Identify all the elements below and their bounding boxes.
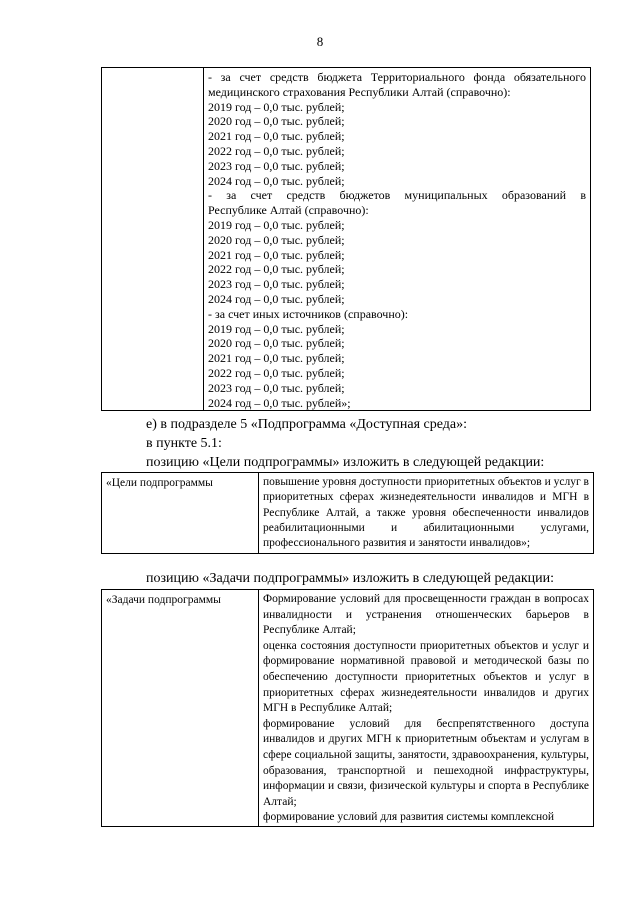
funding-sources-table (101, 67, 591, 411)
table-row (102, 68, 591, 411)
text-line: 2022 год – 0,0 тыс. рублей; (208, 262, 345, 277)
table-row (102, 473, 594, 554)
text-line: 2022 год – 0,0 тыс. рублей; (208, 143, 345, 158)
empty-label-cell (102, 68, 204, 411)
text-line: 2024 год – 0,0 тыс. рублей; (208, 173, 345, 188)
text-line: 2021 год – 0,0 тыс. рублей; (208, 247, 345, 262)
task-item: оценка состояния доступности приоритетных объектов и услуг и формирование нормативной правовой и методической базы по обеспечению доступности приоритетных объектов и услуг в приоритетных сферах жизнедеятельности инвалидов и других МГН в Республике Алтай; (263, 639, 589, 715)
text-line: 2019 год – 0,0 тыс. рублей; (208, 99, 345, 114)
text-line: Республике Алтай (справочно): (208, 203, 369, 218)
text-line: 2020 год – 0,0 тыс. рублей; (208, 336, 345, 351)
tasks-text-cell (259, 590, 594, 827)
point-paragraph: в пункте 5.1: (146, 436, 222, 451)
tasks-label-cell: «Задачи подпрограммы (102, 590, 259, 827)
goals-table (101, 472, 594, 554)
text-line: 2022 год – 0,0 тыс. рублей; (208, 365, 345, 380)
text-line: 2019 год – 0,0 тыс. рублей; (208, 217, 345, 232)
text-line: - за счет иных источников (справочно): (208, 306, 409, 321)
text-line: 2024 год – 0,0 тыс. рублей; (208, 291, 345, 306)
text-line: медицинского страхования Республики Алтай (справочно): (208, 84, 511, 99)
funding-details-cell (204, 68, 591, 411)
text-line: 2023 год – 0,0 тыс. рублей; (208, 158, 345, 173)
goals-label-cell: «Цели подпрограммы (102, 473, 259, 554)
text-line: - за счет средств бюджета Территориального фонда обязательного (208, 70, 586, 84)
task-item: формирование условий для беспрепятственного доступа инвалидов и других МГН к приоритетным объектам и услугам в сфере социальной защиты, занятости, здравоохранения, культуры, образования, транспортной и пешеходной инфраструктуры, информации и связи, физической культуры и спорта в Республике Алтай; (263, 717, 590, 808)
tasks-intro-paragraph: позицию «Задачи подпрограммы» изложить в следующей редакции: (146, 571, 555, 586)
text-line: 2020 год – 0,0 тыс. рублей; (208, 232, 345, 247)
task-item: формирование условий для развития системы комплексной (263, 811, 555, 824)
text-line: 2021 год – 0,0 тыс. рублей; (208, 351, 345, 366)
goals-intro-paragraph: позицию «Цели подпрограммы» изложить в следующей редакции: (146, 455, 545, 470)
text-line: 2024 год – 0,0 тыс. рублей»; (208, 395, 351, 410)
text-line: 2023 год – 0,0 тыс. рублей; (208, 277, 345, 292)
text-line: 2023 год – 0,0 тыс. рублей; (208, 380, 345, 395)
text-line: 2019 год – 0,0 тыс. рублей; (208, 321, 345, 336)
goals-text-cell: повышение уровня доступности приоритетных объектов и услуг в приоритетных сферах жизнедеятельности инвалидов и МГН в Республике Алтай, а также уровня обеспеченности инвалидов реабилитационными и абилитационными услугами, профессионального развития и занятости инвалидов»; (259, 473, 594, 554)
table-row (102, 590, 594, 827)
text-line: 2020 год – 0,0 тыс. рублей; (208, 114, 345, 129)
text-line: - за счет средств бюджетов муниципальных образований в (208, 188, 586, 203)
page-number: 8 (316, 34, 324, 49)
tasks-table (101, 589, 594, 827)
text-line: 2021 год – 0,0 тыс. рублей; (208, 129, 345, 144)
task-item: Формирование условий для просвещенности граждан в вопросах инвалидности и устранения отношенческих барьеров в Республике Алтай; (263, 593, 589, 637)
subsection-paragraph: е) в подразделе 5 «Подпрограмма «Доступная среда»: (146, 417, 467, 432)
